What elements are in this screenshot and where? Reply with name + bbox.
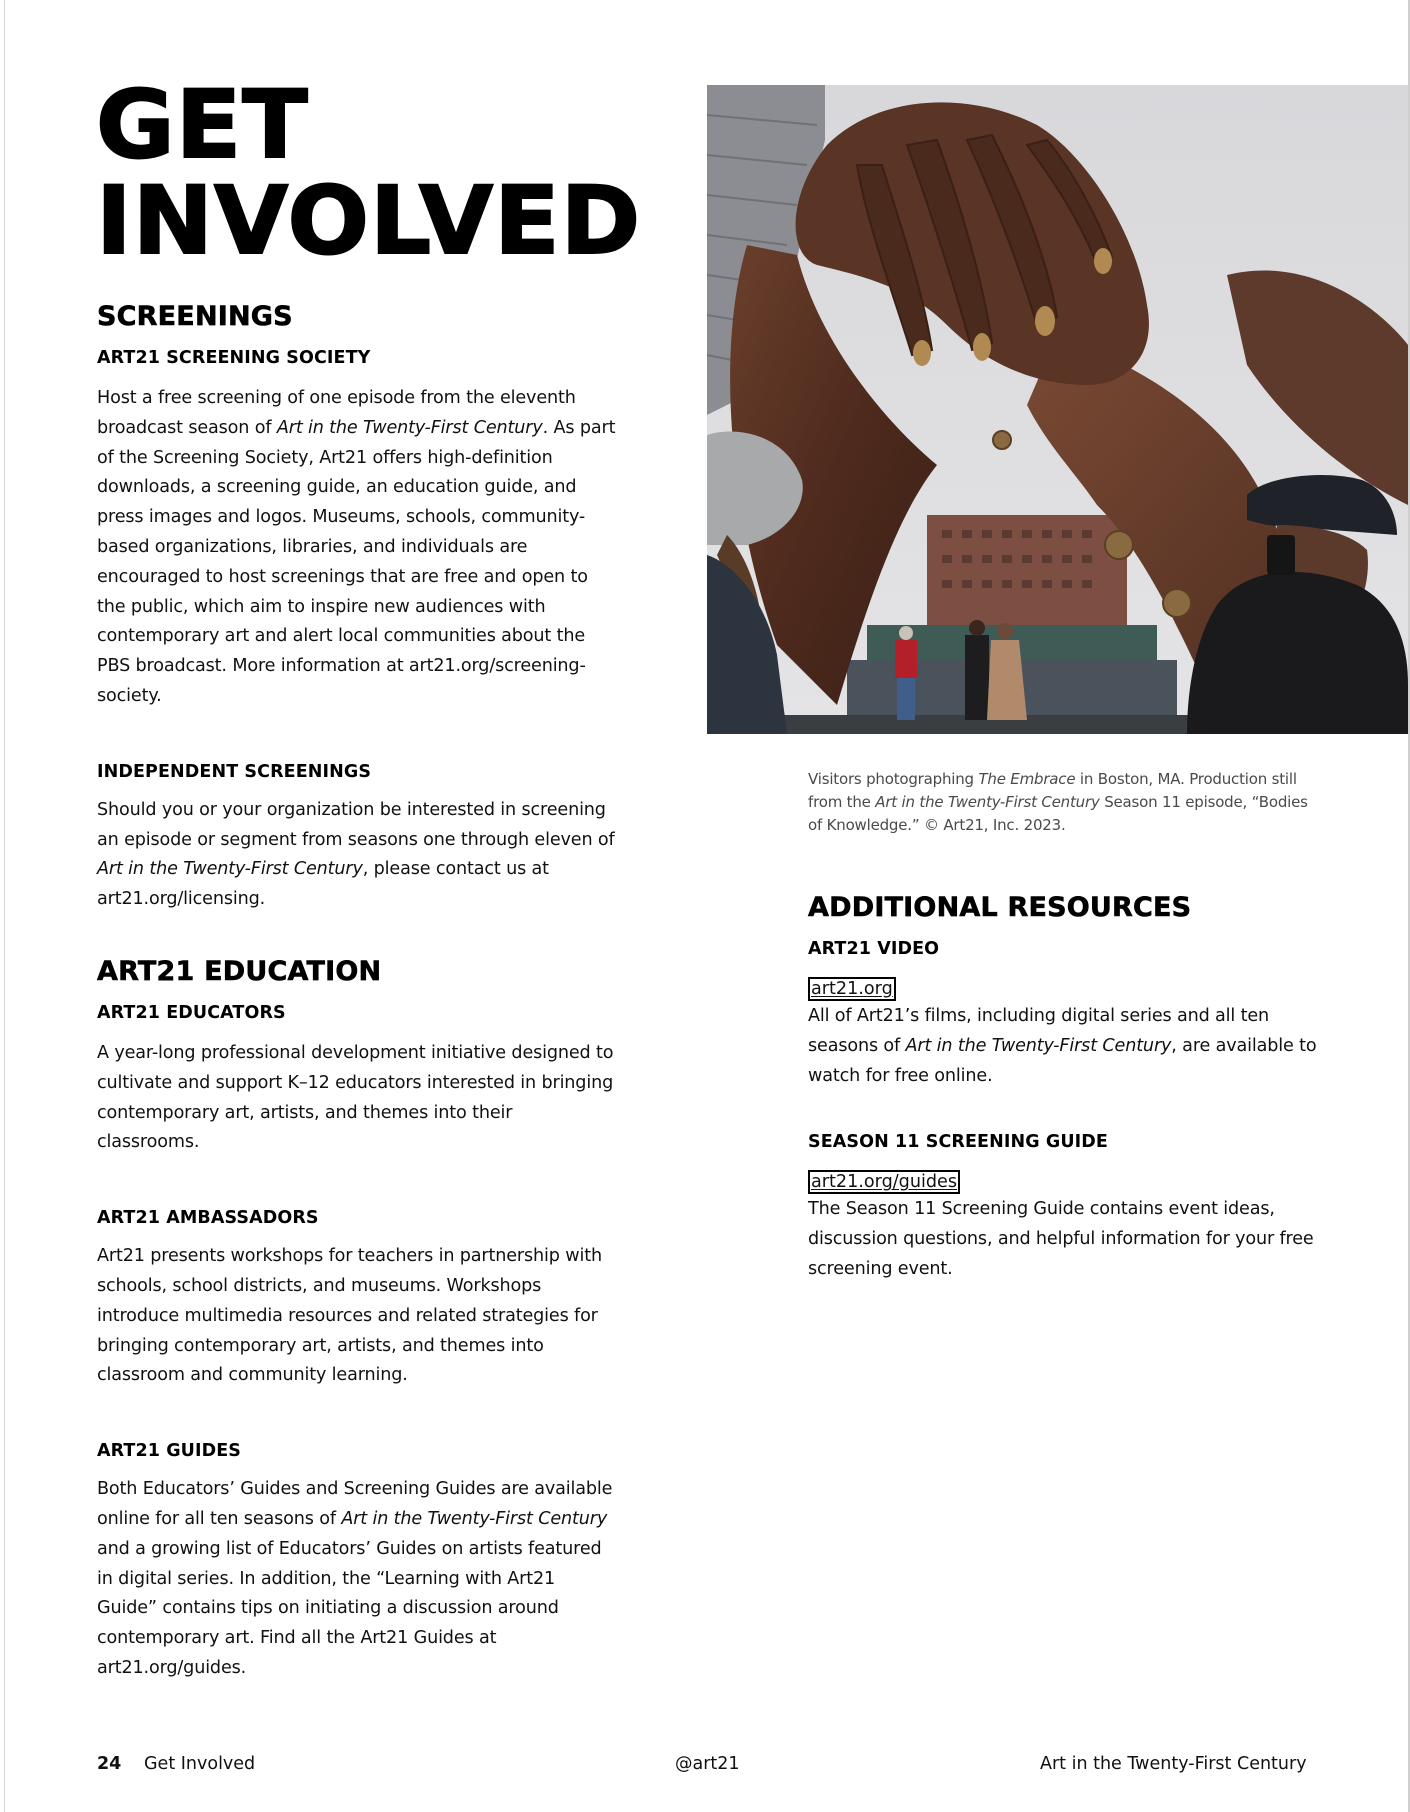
educators-heading: ART21 EDUCATORS [97, 1002, 286, 1023]
independent-screenings-heading: INDEPENDENT SCREENINGS [97, 761, 372, 782]
page-edge-left [4, 0, 5, 1812]
publication-title: Art in the Twenty-First Century [1040, 1754, 1307, 1774]
page-title-line-1: GET [96, 71, 309, 180]
guides-body: Both Educators’ Guides and Screening Guides are available online for all ten seasons of Art in the Twenty-First Century and a growing list of Educators’ Guides on artists featured in digital series. In addition, the “Learning with Art21 Guide” contains tips on initiating a discussion around contemporary art. Find all the Art21 Guides at art21.org/guides. [97, 1479, 613, 1678]
screening-society-body: Host a free screening of one episode from the eleventh broadcast season of Art in the Twenty-First Century. As part of the Screening Society, Art21 offers high-definition downloads, a screening guide, an education guide, and press images and logos. Museums, schools, community-based organizations, libraries, and individuals are encouraged to host screenings that are free and open to the public, which aim to inspire new audiences with contemporary art and alert local communities about the PBS broadcast. More information at art21.org/screening-society. [97, 388, 616, 706]
page-title-line-2: INVOLVED [96, 167, 642, 276]
page-footer [97, 1754, 1317, 1778]
photo-caption: Visitors photographing The Embrace in Boston, MA. Production still from the Art in the Twenty-First Century Season 11 episode, “Bodies of Knowledge.” © Art21, Inc. 2023. [808, 770, 1308, 834]
art21-org-link[interactable]: art21.org [808, 977, 896, 1001]
ambassadors-body: Art21 presents workshops for teachers in partnership with schools, school districts, and museums. Workshops introduce multimedia resources and related strategies for bringing contemporary art, artists, and themes into classroom and community learning. [97, 1246, 602, 1386]
resources-heading: ADDITIONAL RESOURCES [808, 892, 1192, 923]
page-title [96, 71, 642, 276]
screening-guide-body: The Season 11 Screening Guide contains event ideas, discussion questions, and helpful information for your free screening event. [808, 1199, 1314, 1279]
left-column [97, 300, 617, 1684]
right-column [808, 891, 1328, 1285]
education-heading: ART21 EDUCATION [97, 955, 382, 987]
screenings-heading: SCREENINGS [97, 301, 293, 332]
sculpture-photo [707, 85, 1408, 734]
independent-screenings-body: Should you or your organization be interested in screening an episode or segment from seasons one through eleven of Art in the Twenty-First Century, please contact us at art21.org/licensing. [97, 799, 615, 910]
social-handle: @art21 [675, 1754, 740, 1774]
screening-guide-heading: SEASON 11 SCREENING GUIDE [808, 1132, 1108, 1153]
art21-guides-link[interactable]: art21.org/guides [808, 1170, 960, 1194]
page-number: 24 [97, 1754, 122, 1774]
ambassadors-heading: ART21 AMBASSADORS [97, 1208, 319, 1229]
guides-heading: ART21 GUIDES [97, 1441, 241, 1462]
educators-body: A year-long professional development initiative designed to cultivate and support K–12 educators interested in bringing contemporary art, artists, and themes into their classrooms. [97, 1042, 614, 1153]
video-body: All of Art21’s films, including digital series and all ten seasons of Art in the Twenty-First Century, are available to watch for free online. [808, 1006, 1317, 1086]
footer-section-name: Get Involved [144, 1754, 256, 1774]
photo-illustration-icon [707, 85, 1408, 734]
video-heading: ART21 VIDEO [808, 939, 940, 959]
screening-society-heading: ART21 SCREENING SOCIETY [97, 348, 371, 368]
